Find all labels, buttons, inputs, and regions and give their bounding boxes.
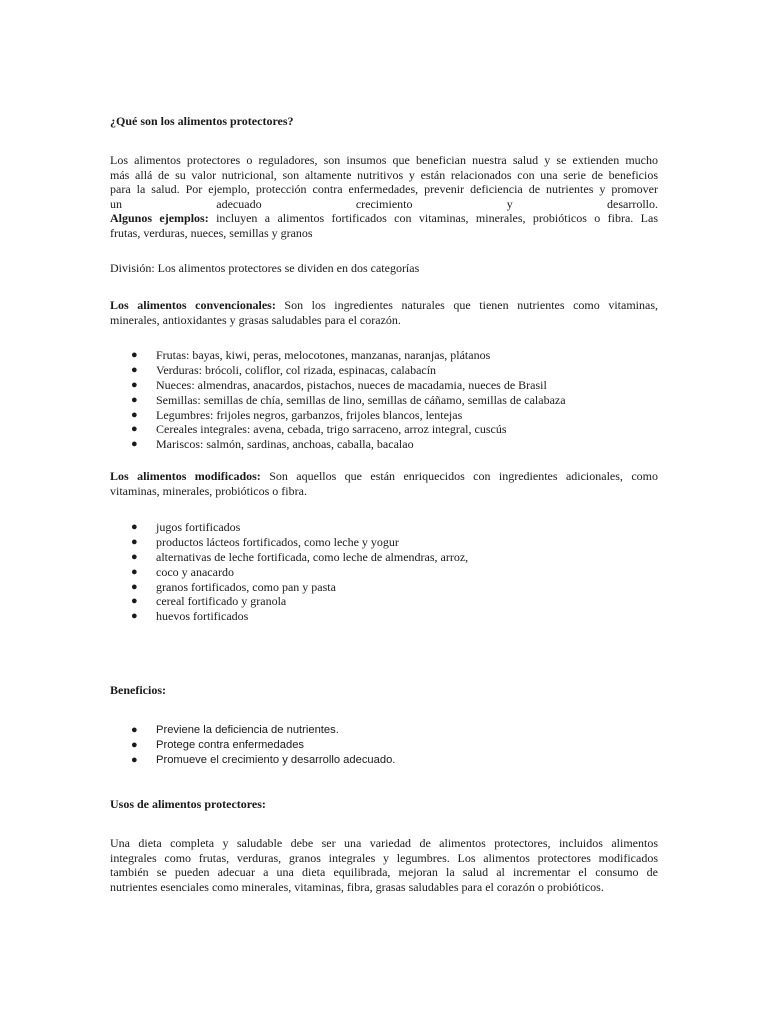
list-item-text: alternativas de leche fortificada, como leche de almendras, arroz, <box>156 549 469 564</box>
examples-line <box>110 211 658 226</box>
uses-paragraph <box>110 836 658 894</box>
list-item <box>110 437 658 452</box>
bullet-icon: ● <box>131 595 138 608</box>
modified-list <box>110 520 658 624</box>
list-item <box>110 378 658 393</box>
list-item-text: Previene la deficiencia de nutrientes. <box>156 724 339 736</box>
bullet-icon: ● <box>131 550 138 563</box>
intro-paragraph <box>110 153 658 241</box>
bullet-icon: ● <box>131 738 138 751</box>
modified-label: Los alimentos modificados: <box>110 469 261 483</box>
intro-line: Los alimentos protectores o reguladores, son insumos que benefician nuestra salud y se extienden mucho <box>110 153 658 167</box>
examples-label: Algunos ejemplos: <box>110 211 209 226</box>
list-item <box>110 738 658 753</box>
list-item <box>110 520 658 535</box>
list-item <box>110 422 658 437</box>
list-item-text: Mariscos: salmón, sardinas, anchoas, caballa, bacalao <box>156 437 414 452</box>
examples-line: frutas, verduras, nueces, semillas y granos <box>110 225 313 240</box>
benefits-heading: Beneficios: <box>110 683 166 697</box>
list-item-text: jugos fortificados <box>156 520 241 534</box>
bullet-icon: ● <box>131 521 138 533</box>
bullet-icon: ● <box>131 580 138 593</box>
conventional-list <box>110 348 658 452</box>
list-item-text: productos lácteos fortificados, como leche y yogur <box>156 534 399 549</box>
list-item-text: Protege contra enfermedades <box>156 738 305 751</box>
list-item-text: Nueces: almendras, anacardos, pistachos, nueces de macadamia, nueces de Brasil <box>156 377 547 392</box>
intro-line: para la salud. Por ejemplo, protección contra enfermedades, prevenir deficiencia de nutrientes y promover <box>110 182 658 197</box>
examples-text: incluyen a alimentos fortificados con vitaminas, minerales, probióticos o fibra. Las <box>208 211 658 226</box>
list-item-text: Semillas: semillas de chía, semillas de lino, semillas de cáñamo, semillas de calabaza <box>156 392 566 407</box>
list-item <box>110 348 658 363</box>
list-item <box>110 609 658 624</box>
bullet-icon: ● <box>131 753 138 766</box>
bullet-icon: ● <box>131 349 138 361</box>
conventional-paragraph <box>110 298 658 327</box>
list-item-text: coco y anacardo <box>156 564 234 579</box>
bullet-icon: ● <box>131 423 138 436</box>
list-item <box>110 363 658 378</box>
list-item <box>110 594 658 609</box>
list-item <box>110 393 658 408</box>
bullet-icon: ● <box>131 408 138 421</box>
uses-line: nutrientes esenciales como minerales, vitaminas, fibra, grasas saludables para el corazón o probióticos. <box>110 879 604 894</box>
bullet-icon: ● <box>131 378 138 391</box>
benefits-list <box>110 723 658 768</box>
page-title: ¿Qué son los alimentos protectores? <box>110 114 294 128</box>
uses-line: integrales como frutas, verduras, granos integrales y legumbres. Los alimentos protectores modificados <box>110 850 658 865</box>
bullet-icon: ● <box>131 438 138 451</box>
modified-text: Son aquellos que están enriquecidos con ingredientes adicionales, como <box>260 469 658 483</box>
list-item <box>110 550 658 565</box>
bullet-icon: ● <box>131 393 138 406</box>
bullet-icon: ● <box>131 610 138 623</box>
list-item-text: Frutas: bayas, kiwi, peras, melocotones, manzanas, naranjas, plátanos <box>156 348 491 362</box>
modified-line: vitaminas, minerales, probióticos o fibra. <box>110 483 307 498</box>
intro-line: un adecuado crecimiento y desarrollo. <box>110 196 658 211</box>
uses-heading: Usos de alimentos protectores: <box>110 797 266 811</box>
modified-paragraph <box>110 469 658 498</box>
list-item <box>110 408 658 423</box>
list-item <box>110 535 658 550</box>
bullet-icon: ● <box>131 724 138 736</box>
list-item <box>110 565 658 580</box>
list-item-text: Legumbres: frijoles negros, garbanzos, frijoles blancos, lentejas <box>156 407 463 422</box>
list-item-text: cereal fortificado y granola <box>156 594 287 609</box>
list-item-text: huevos fortificados <box>156 609 249 624</box>
conventional-line <box>110 298 658 313</box>
conventional-text: Son los ingredientes naturales que tienen nutrientes como vitaminas, <box>275 298 659 312</box>
conventional-label: Los alimentos convencionales: <box>110 298 276 312</box>
division-line: División: Los alimentos protectores se dividen en dos categorías <box>110 261 420 275</box>
list-item <box>110 723 658 738</box>
bullet-icon: ● <box>131 565 138 578</box>
conventional-line: minerales, antioxidantes y grasas saludables para el corazón. <box>110 312 401 327</box>
modified-line <box>110 469 658 484</box>
list-item-text: Promueve el crecimiento y desarrollo adecuado. <box>156 753 396 766</box>
bullet-icon: ● <box>131 363 138 376</box>
list-item-text: Verduras: brócoli, coliflor, col rizada, espinacas, calabacín <box>156 362 437 377</box>
uses-line: también se pueden adecuar a una dieta equilibrada, mejoran la salud al incrementar el consumo de <box>110 865 658 880</box>
intro-line: más allá de su valor nutricional, son altamente nutritivos y están relacionados con una serie de beneficios <box>110 167 658 182</box>
uses-line: Una dieta completa y saludable debe ser una variedad de alimentos protectores, incluidos alimentos <box>110 836 658 850</box>
list-item <box>110 753 658 768</box>
list-item-text: Cereales integrales: avena, cebada, trigo sarraceno, arroz integral, cuscús <box>156 422 507 437</box>
list-item <box>110 580 658 595</box>
bullet-icon: ● <box>131 535 138 548</box>
list-item-text: granos fortificados, como pan y pasta <box>156 579 336 594</box>
